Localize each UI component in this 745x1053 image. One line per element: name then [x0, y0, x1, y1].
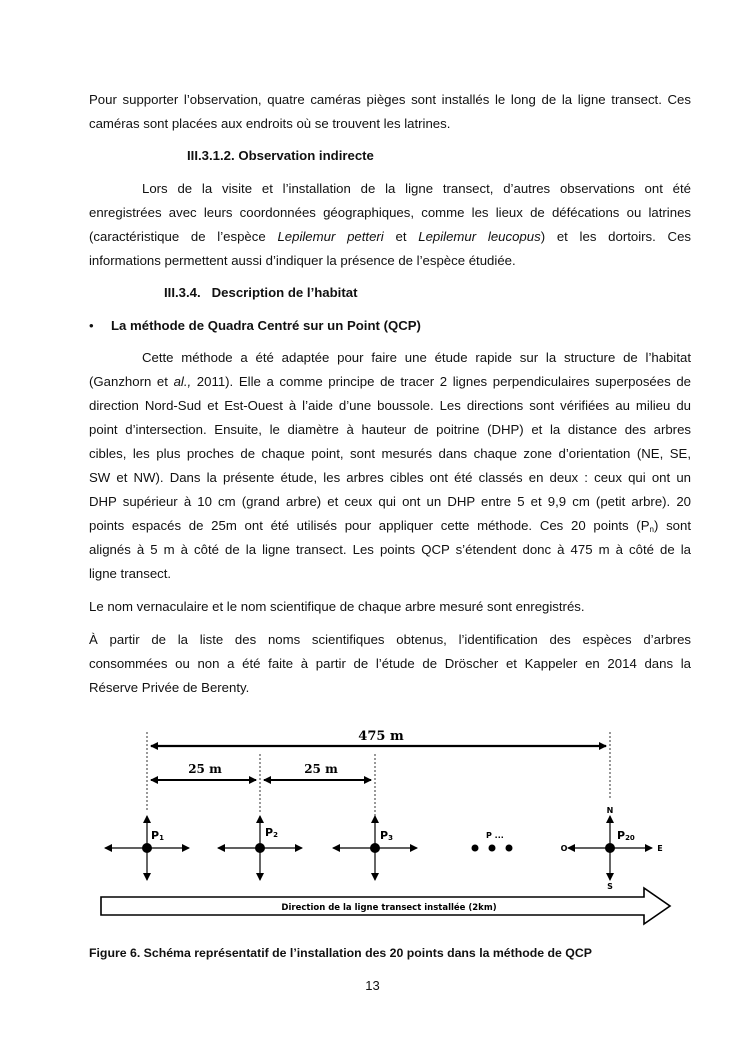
para3-line8-b: ) sont — [653, 518, 691, 533]
para2-line4: informations permettent aussi d’indiquer la présence de l’espèce étudiée. — [89, 253, 516, 268]
ellipsis-dot — [489, 845, 496, 852]
para3-line5: cibles, les plus proches de chaque point, sont mesurés dans chaque zone d’orientation (NE, SE, — [89, 446, 691, 461]
para5-line3: Réserve Privée de Berenty. — [89, 680, 250, 695]
heading-description-habitat: III.3.4. Description de l’habitat — [164, 285, 358, 300]
para3-line10: ligne transect. — [89, 566, 172, 581]
page-number: 13 — [365, 978, 380, 993]
bullet-symbol: • — [89, 318, 94, 333]
point-center — [370, 843, 380, 853]
para2-line3-b: et — [383, 229, 419, 244]
label-p20: P20 — [617, 829, 635, 842]
para3-line4: point d’intersection. Ensuite, le diamètre à hauteur de poitrine (DHP) et la distance des arbres — [89, 422, 691, 437]
para3-line7: DHP supérieur à 10 cm (grand arbre) et ceux qui ont un DHP entre 5 et 9,9 cm (petit arbre). 20 — [89, 494, 691, 509]
qcp-schema-figure — [89, 712, 684, 932]
para5-line2: consommées ou non a été faite à partir de l’étude de Dröscher et Kappeler en 2014 dans la — [89, 656, 691, 671]
para3-line3: direction Nord-Sud et Est-Ouest à l’aide d’une boussole. Les directions sont vérifiées au milieu du — [89, 398, 691, 413]
para3-line6: SW et NW). Dans la présente étude, les arbres cibles ont été classés en deux : ceux qui ont un — [89, 470, 691, 485]
label-25m-a: 25 m — [188, 762, 222, 776]
point-center — [255, 843, 265, 853]
para2-line3-a: (caractéristique de l’espèce — [89, 229, 278, 244]
para5-line1: À partir de la liste des noms scientifiques obtenus, l’identification des espèces d’arbres — [89, 632, 691, 647]
para3-line2-etal: al., — [173, 374, 192, 389]
para3-line2-b: 2011). Elle a comme principe de tracer 2 lignes perpendiculaires superposées de — [191, 374, 691, 389]
para3-line8-a: points espacés de 25m ont été utilisés pour appliquer cette méthode. Ces 20 points (P — [89, 518, 650, 533]
para1-line2: caméras sont placées aux endroits où se trouvent les latrines. — [89, 116, 451, 131]
transect-direction-label: Direction de la ligne transect installée (2km) — [281, 903, 497, 913]
qcp-points — [105, 816, 652, 880]
compass-north: N — [606, 806, 614, 815]
compass-west: O — [560, 844, 568, 853]
compass-cross-point-1 — [105, 816, 189, 880]
bullet-qcp-method: La méthode de Quadra Centré sur un Point (QCP) — [111, 318, 421, 333]
para3-line8-sub: n — [649, 525, 654, 534]
label-p3: P3 — [380, 829, 393, 842]
para1-line1: Pour supporter l’observation, quatre caméras pièges sont installés le long de la ligne transect. Ces — [89, 92, 691, 107]
para3-line8 — [89, 518, 691, 534]
label-p1: P1 — [151, 829, 164, 842]
para3-line9: alignés à 5 m à côté de la ligne transect. Les points QCP s’étendent donc à 475 m à côté de la — [89, 542, 691, 557]
label-p-dots: P ... — [486, 831, 504, 840]
para2-line2: enregistrées avec leurs coordonnées géographiques, comme les lieux de défécations ou latrines — [89, 205, 691, 220]
label-p2: P2 — [265, 826, 278, 839]
label-25m-b: 25 m — [304, 762, 338, 776]
point-center — [605, 843, 615, 853]
compass-cross-point-2 — [218, 816, 302, 880]
figure-caption: Figure 6. Schéma représentatif de l’installation des 20 points dans la méthode de QCP — [89, 946, 592, 960]
point-center — [142, 843, 152, 853]
compass-south: S — [607, 882, 613, 891]
species-lepilemur-petteri: Lepilemur petteri — [277, 229, 384, 244]
ellipsis-dot — [506, 845, 513, 852]
para2-line1: Lors de la visite et l’installation de la ligne transect, d’autres observations ont été — [142, 181, 691, 196]
para3-line2 — [89, 374, 691, 389]
para3-line1: Cette méthode a été adaptée pour faire une étude rapide sur la structure de l’habitat — [142, 350, 691, 365]
para3-line2-a: (Ganzhorn et — [89, 374, 174, 389]
species-lepilemur-leucopus: Lepilemur leucopus — [418, 229, 541, 244]
heading-observation-indirecte: III.3.1.2. Observation indirecte — [187, 148, 374, 163]
ellipsis-dot — [472, 845, 479, 852]
para4: Le nom vernaculaire et le nom scientifique de chaque arbre mesuré sont enregistrés. — [89, 599, 585, 614]
compass-cross-point-4 — [568, 816, 652, 880]
para2-line3-c: ) et les dortoirs. Ces — [540, 229, 691, 244]
compass-east: E — [657, 844, 663, 853]
para2-line3 — [89, 229, 691, 244]
label-475m: 475 m — [358, 729, 404, 744]
compass-cross-point-3 — [333, 816, 417, 880]
